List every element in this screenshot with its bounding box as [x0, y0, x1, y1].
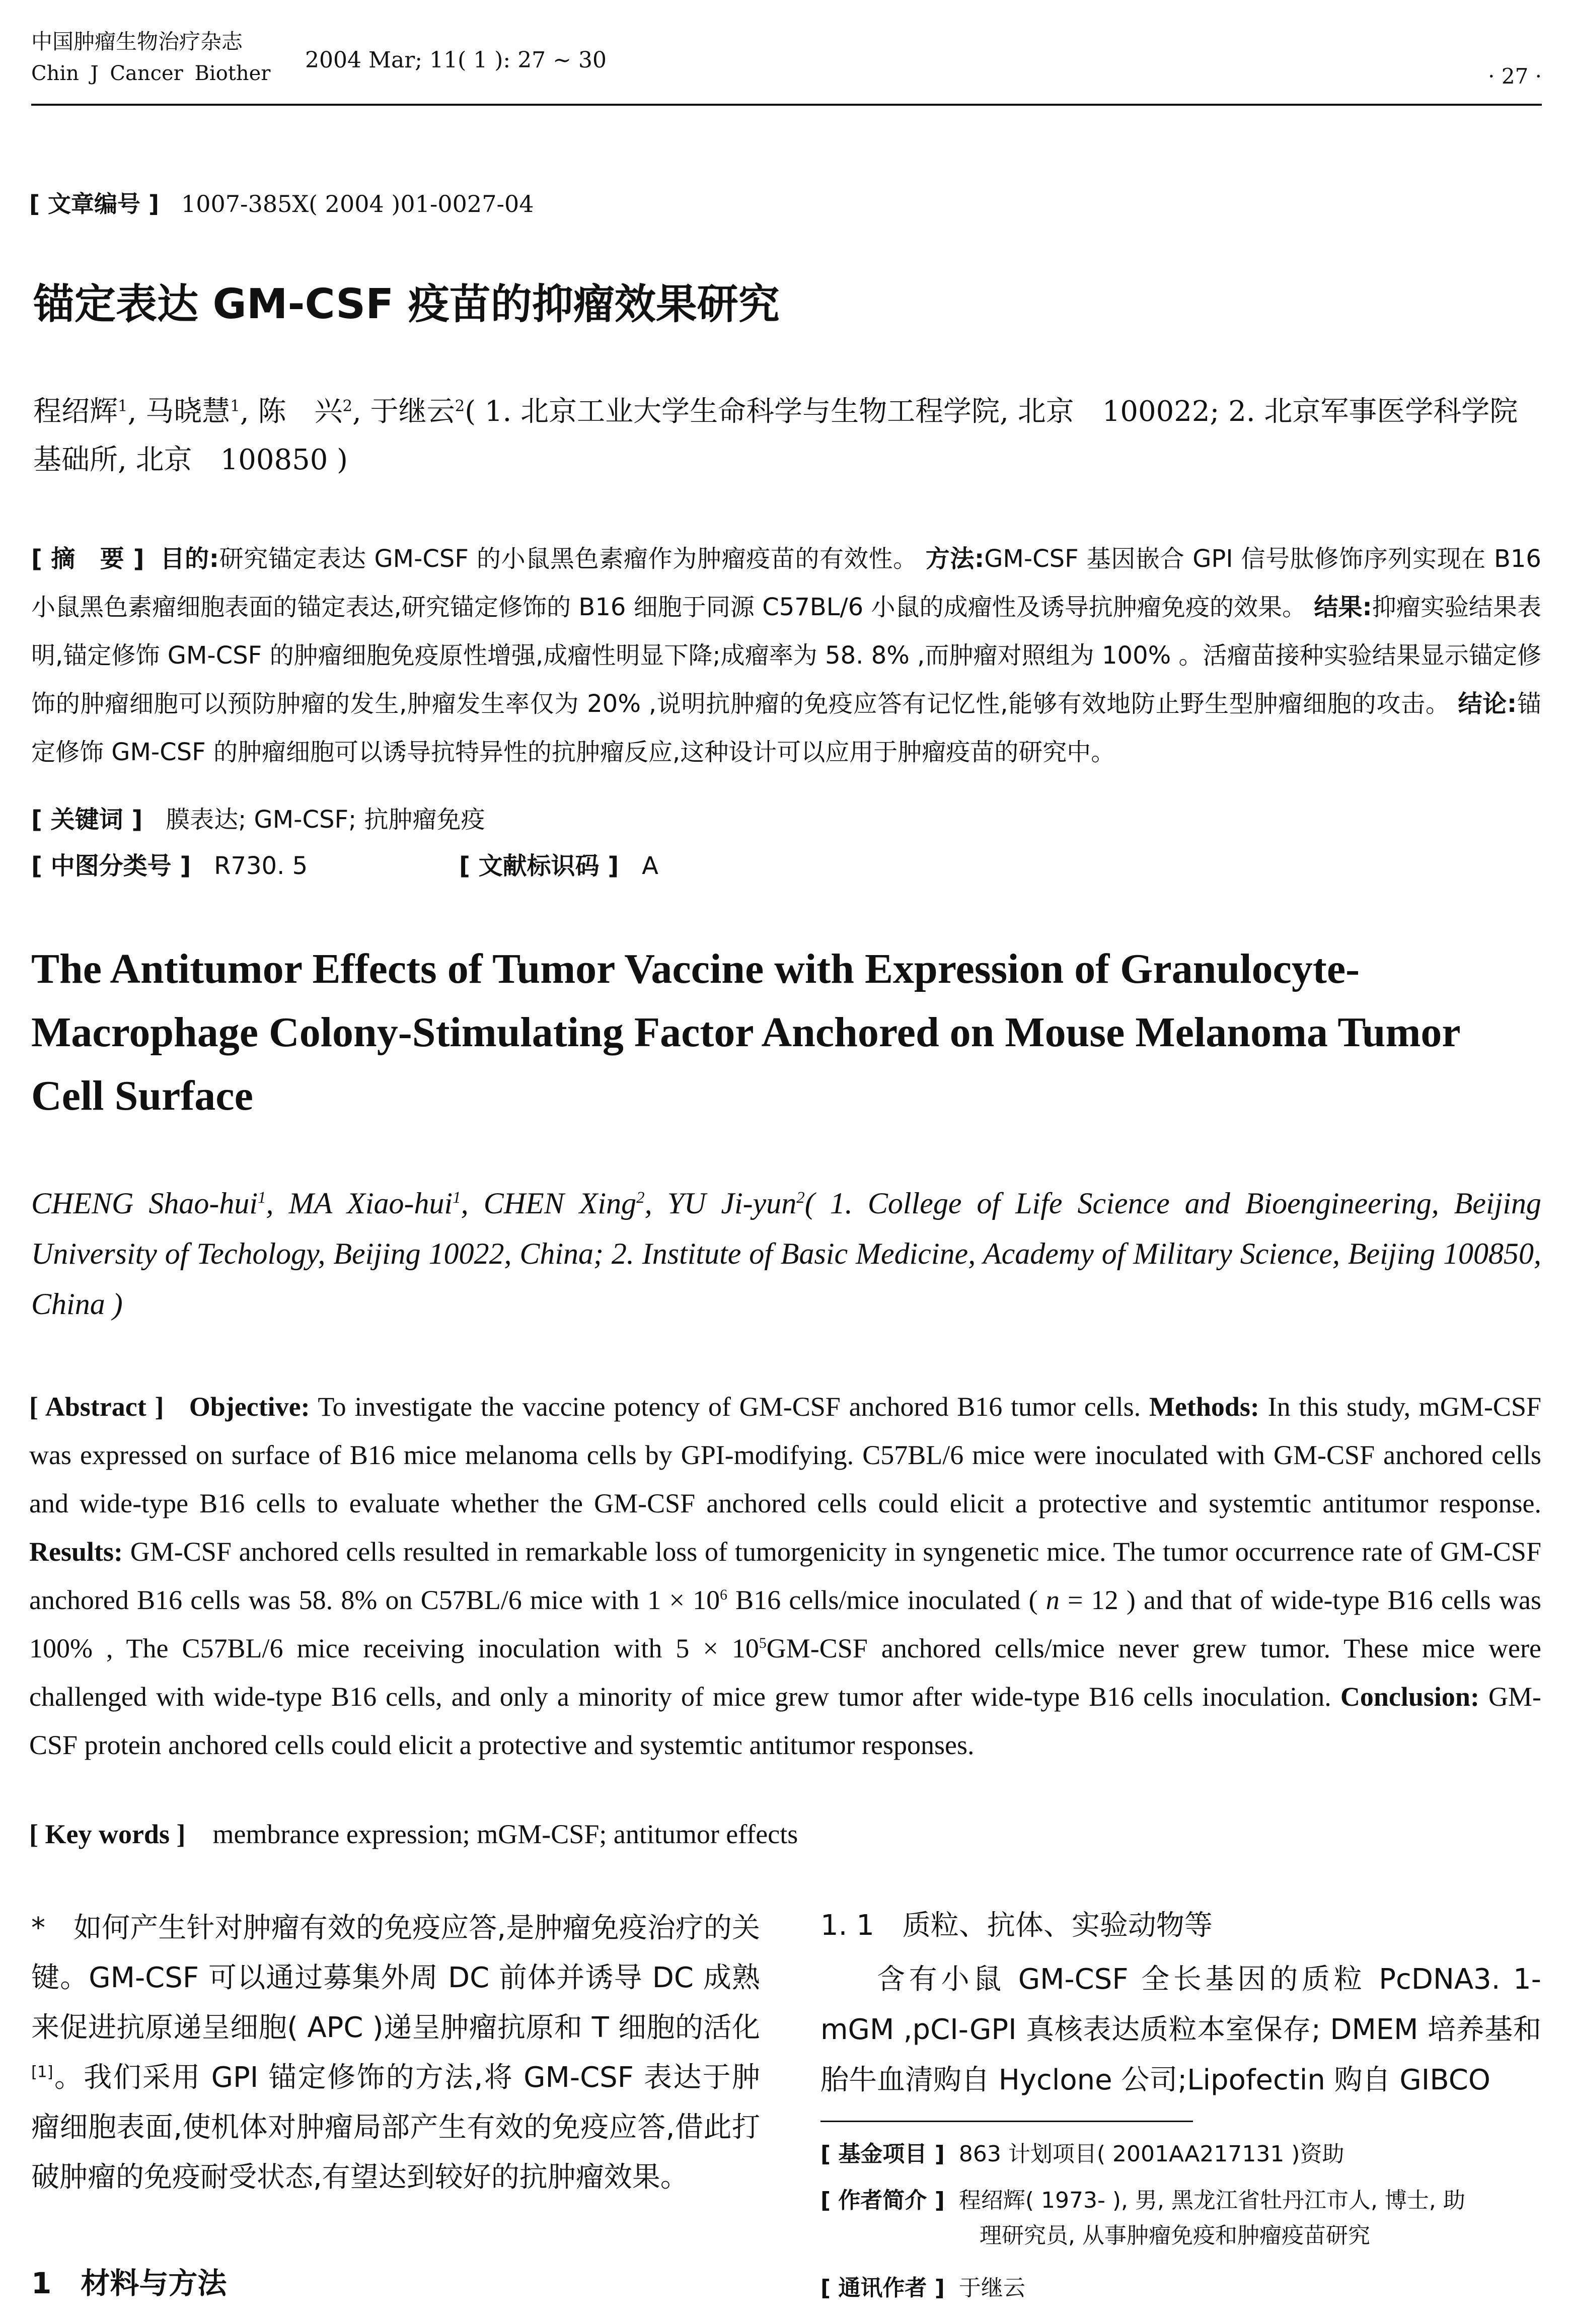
author-bio-text-b: 理研究员, 从事肿瘤免疫和肿瘤疫苗研究 [980, 2223, 1370, 2248]
keywords-value-en: membrance expression; mGM-CSF; antitumor effects [212, 1819, 798, 1849]
abstract-label-cn: [ 摘 要 ] [31, 545, 144, 573]
intro-text-b: 。我们采用 GPI 锚定修饰的方法,将 GM-CSF 表达于肿瘤细胞表面,使机体对肿瘤局部产生有效的免疫应答,借此打破肿瘤的免疫耐受状态,有望达到较好的抗肿瘤效果。 [31, 2061, 760, 2194]
english-authors: CHENG Shao-hui$^1$, MA Xiao-hui$^1$, CHEN Xing$^2$, YU Ji-yun$^2$( 1. College of Life Science and Bioengineering, Beijing University of Techology, Beijing 10022, China; 2. Institute of Basic Medicine, Academy of Military Science, Beijing 100850, China ) [31, 1187, 1542, 1321]
author-ma-affil: 1 [230, 397, 240, 415]
english-title: The Antitumor Effects of Tumor Vaccine with Expression of Granulocyte-Macrophage Colony-Stimulating Factor Anchored on Mouse Melanoma Tumor Cell Surface [31, 946, 1460, 1119]
author-cheng-en-affil: 1 [258, 1189, 266, 1207]
results-text-en-a: GM-CSF anchored cells resulted in remarkable loss of tumorgenicity in syngenetic mice. The tumor occurrence rate of GM-CSF anchored B16 cells was 58. 8% on C57BL/6 mice with 1 × 10 [29, 1537, 1542, 1615]
keywords-label-cn: [ 关键词 ] [31, 806, 143, 834]
author-chen-en: CHEN Xing [483, 1187, 637, 1220]
article-id [29, 190, 534, 217]
methods-label-cn: 方法: [925, 545, 985, 573]
author-bio-text-a: 程绍辉( 1973- ), 男, 黑龙江省牡丹江市人, 博士, 助 [958, 2188, 1465, 2213]
results-text-en-b: B16 cells/mice inoculated ( [727, 1585, 1046, 1615]
page-number: · 27 · [1488, 64, 1542, 89]
article-id-value: 1007-385X( 2004 )01-0027-04 [181, 190, 534, 217]
objective-text-en: To investigate the vaccine potency of GM-CSF anchored B16 tumor cells. [318, 1392, 1141, 1422]
funding-text: 863 计划项目( 2001AA217131 )资助 [958, 2141, 1344, 2167]
results-label-en: Results: [29, 1537, 123, 1567]
issue-info: 2004 Mar; 11( 1 ): 27 ~ 30 [305, 47, 607, 73]
chinese-abstract [31, 535, 1541, 776]
chinese-title: 锚定表达 GM-CSF 疫苗的抑瘤效果研究 [33, 280, 780, 328]
methods-label-en: Methods: [1149, 1392, 1259, 1422]
author-bio-label: [ 作者简介 ] [820, 2188, 945, 2213]
abstract-label-en: [ Abstract ] [29, 1392, 164, 1422]
objective-label-en: Objective: [189, 1392, 310, 1422]
citation-ref: [1] [31, 2063, 53, 2081]
chinese-authors: 程绍辉$^1$, 马晓慧$^1$, 陈 兴$^2$, 于继云$^2$( 1. 北京工业大学生命科学与生物工程学院, 北京 100022; 2. 北京军事医学科学院基础所, 北京 100850 ) [33, 395, 1518, 476]
author-cheng-en: CHENG Shao-hui [31, 1187, 258, 1220]
footnote-funding [820, 2137, 1541, 2172]
author-chen: 陈 兴 [258, 395, 343, 428]
footnote-corresponding [820, 2271, 1541, 2306]
methods-text-cn: GM-CSF 基因嵌合 GPI 信号肽修饰序列实现在 B16 小鼠黑色素瘤细胞表面的锚定表达,研究锚定修饰的 B16 细胞于同源 C57BL/6 小鼠的成瘤性及诱导抗肿瘤免疫的效果。 [31, 545, 1541, 621]
conclusion-text-en: GM-CSF protein anchored cells could elicit a protective and systemtic antitumor responses. [29, 1682, 1542, 1760]
author-ma-en: MA Xiao-hui [288, 1187, 453, 1220]
conclusion-label-en: Conclusion: [1340, 1682, 1479, 1712]
objective-label-cn: 目的: [160, 545, 219, 573]
author-yu-en: YU Ji-yun [667, 1187, 797, 1220]
document-code-value: A [642, 852, 658, 880]
conclusion-text-cn: 锚定修饰 GM-CSF 的肿瘤细胞可以诱导抗特异性的抗肿瘤反应,这种设计可以应用于肿瘤疫苗的研究中。 [31, 690, 1541, 766]
conclusion-label-cn: 结论: [1458, 690, 1517, 718]
results-n: n [1045, 1585, 1060, 1615]
classification-label: [ 中图分类号 ] [31, 852, 191, 880]
journal-name-cn: 中国肿瘤生物治疗杂志 [31, 29, 243, 54]
affiliations-en: ( 1. College of Life Science and Bioengineering, Beijing University of Techology, Beijing 10022, China; 2. Institute of Basic Medicine, Academy of Military Science, Beijing 100850, China ) [31, 1187, 1542, 1321]
results-text-en-c: = 12 ) and that of wide-type B16 cells was 100% , The C57BL/6 mice receiving inoculation with 5 × 10 [29, 1585, 1542, 1663]
classification-value: R730. 5 [214, 852, 308, 880]
funding-label: [ 基金项目 ] [820, 2141, 945, 2167]
materials-paragraph: 含有小鼠 GM-CSF 全长基因的质粒 PcDNA3. 1-mGM ,pCI-GPI 真核表达质粒本室保存; DMEM 培养基和胎牛血清购自 Hyclone 公司;Lipofectin 购自 GIBCO [820, 1963, 1541, 2096]
author-cheng-affil: 1 [118, 397, 128, 415]
author-cheng: 程绍辉 [33, 395, 118, 428]
author-yu-en-affil: 2 [796, 1189, 805, 1207]
results-exponent-1: 6 [720, 1587, 727, 1603]
footnote-author [820, 2183, 1541, 2254]
subsection-heading: 1. 1 质粒、抗体、实验动物等 [820, 1909, 1213, 1942]
intro-text-a: * 如何产生针对肿瘤有效的免疫应答,是肿瘤免疫治疗的关键。GM-CSF 可以通过募集外周 DC 前体并诱导 DC 成熟来促进抗原递呈细胞( APC )递呈肿瘤抗原和 T 细胞的活化 [31, 1912, 760, 2044]
results-label-cn: 结果: [1314, 593, 1372, 621]
corresponding-text: 于继云 [958, 2275, 1025, 2301]
affiliations-cn: ( 1. 北京工业大学生命科学与生物工程学院, 北京 100022; 2. 北京军事医学科学院基础所, 北京 100850 ) [33, 395, 1518, 476]
english-keywords [29, 1818, 798, 1851]
article-id-label: [ 文章编号 ] [29, 190, 160, 217]
chinese-keywords [31, 805, 485, 835]
author-chen-affil: 2 [342, 397, 353, 415]
document-code-label: [ 文献标识码 ] [459, 852, 619, 880]
results-exponent-2: 5 [759, 1635, 767, 1651]
author-yu-affil: 2 [455, 397, 465, 415]
document-code [459, 851, 658, 881]
journal-name-en: Chin J Cancer Biother [31, 62, 271, 85]
objective-text-cn: 研究锚定表达 GM-CSF 的小鼠黑色素瘤作为肿瘤疫苗的有效性。 [218, 545, 918, 573]
header-rule [31, 104, 1542, 106]
corresponding-label: [ 通讯作者 ] [820, 2275, 945, 2301]
author-chen-en-affil: 2 [636, 1189, 645, 1207]
methods-text-en: In this study, mGM-CSF was expressed on surface of B16 mice melanoma cells by GPI-modifying. C57BL/6 mice were inoculated with GM-CSF anchored cells and wide-type B16 cells to evaluate whether the GM-CSF anchored cells could elicit a protective and systemtic antitumor response. [29, 1392, 1542, 1518]
results-text-en-d: GM-CSF anchored cells/mice never grew tumor. These mice were challenged with wide-type B16 cells, and only a minority of mice grew tumor after wide-type B16 cells inoculation. [29, 1633, 1541, 1712]
author-yu: 于继云 [370, 395, 455, 428]
section-heading: 1 材料与方法 [31, 2266, 227, 2300]
intro-paragraph [31, 1903, 760, 2202]
english-abstract [29, 1383, 1541, 1769]
results-text-cn: 抑瘤实验结果表明,锚定修饰 GM-CSF 的肿瘤细胞免疫原性增强,成瘤性明显下降;成瘤率为 58. 8% ,而肿瘤对照组为 100% 。活瘤苗接种实验结果显示锚定修饰的肿瘤细胞可以预防肿瘤的发生,肿瘤发生率仅为 20% ,说明抗肿瘤的免疫应答有记忆性,能够有效地防止野生型肿瘤细胞的攻击。 [31, 593, 1541, 718]
author-ma: 马晓慧 [145, 395, 231, 428]
author-ma-en-affil: 1 [453, 1189, 461, 1207]
footnote-rule [820, 2121, 1193, 2122]
keywords-value-cn: 膜表达; GM-CSF; 抗肿瘤免疫 [166, 806, 485, 834]
keywords-label-en: [ Key words ] [29, 1819, 186, 1849]
